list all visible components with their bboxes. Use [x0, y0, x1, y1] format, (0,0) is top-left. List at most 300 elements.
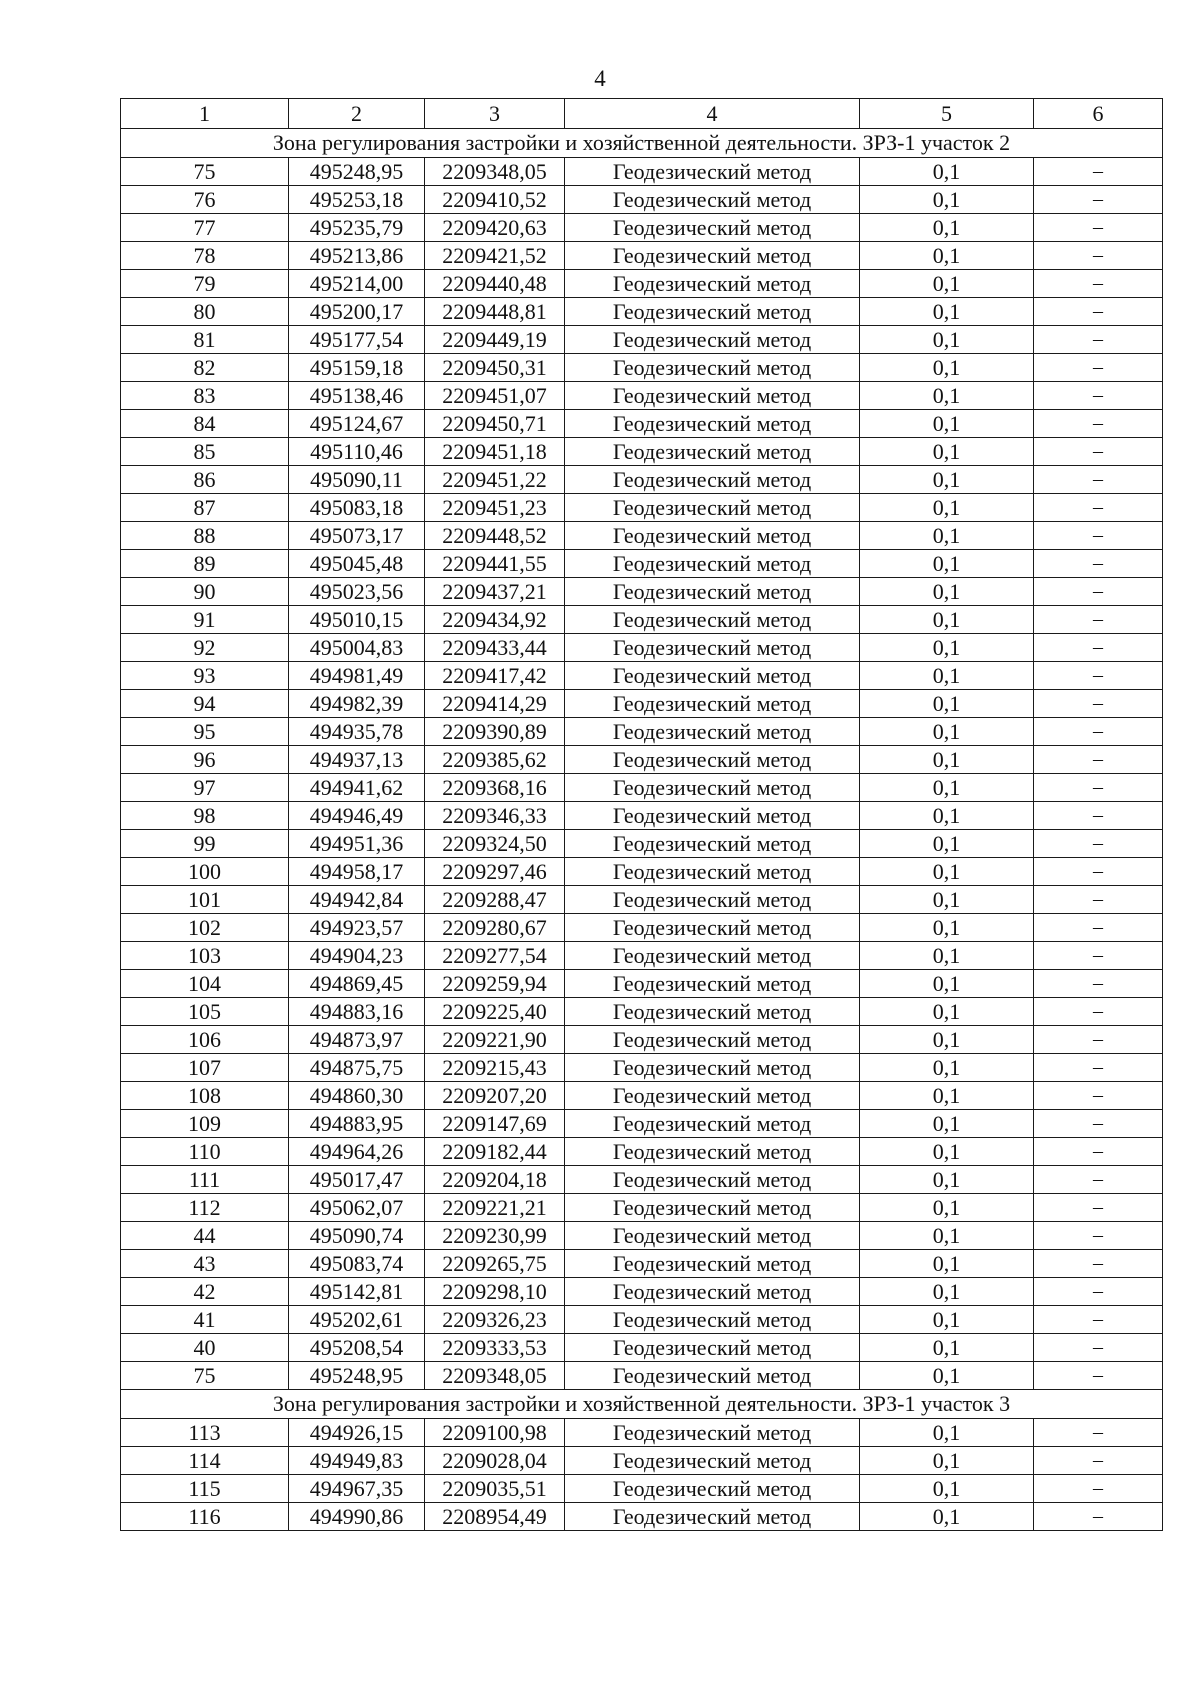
x-coordinate-cell: 494873,97	[289, 1026, 425, 1054]
note-cell: –	[1034, 1419, 1163, 1447]
accuracy-cell: 0,1	[860, 1166, 1034, 1194]
y-coordinate-cell: 2209414,29	[425, 690, 565, 718]
point-number-cell: 75	[121, 1362, 289, 1390]
y-coordinate-cell: 2209346,33	[425, 802, 565, 830]
point-number-cell: 83	[121, 382, 289, 410]
accuracy-cell: 0,1	[860, 1110, 1034, 1138]
x-coordinate-cell: 494860,30	[289, 1082, 425, 1110]
y-coordinate-cell: 2209450,71	[425, 410, 565, 438]
accuracy-cell: 0,1	[860, 186, 1034, 214]
table-row	[121, 1362, 1163, 1390]
note-cell: –	[1034, 1250, 1163, 1278]
method-cell: Геодезический метод	[565, 438, 860, 466]
note-cell: –	[1034, 1447, 1163, 1475]
table-row	[121, 382, 1163, 410]
accuracy-cell: 0,1	[860, 1475, 1034, 1503]
note-cell: –	[1034, 578, 1163, 606]
method-cell: Геодезический метод	[565, 1166, 860, 1194]
method-cell: Геодезический метод	[565, 214, 860, 242]
note-cell: –	[1034, 214, 1163, 242]
note-cell: –	[1034, 998, 1163, 1026]
point-number-cell: 42	[121, 1278, 289, 1306]
section-title: Зона регулирования застройки и хозяйственной деятельности. ЗРЗ-1 участок 2	[121, 129, 1163, 158]
table-row	[121, 1278, 1163, 1306]
x-coordinate-cell: 495023,56	[289, 578, 425, 606]
y-coordinate-cell: 2209280,67	[425, 914, 565, 942]
table-row	[121, 1166, 1163, 1194]
y-coordinate-cell: 2209420,63	[425, 214, 565, 242]
table-row	[121, 914, 1163, 942]
page-number: 4	[594, 66, 606, 91]
y-coordinate-cell: 2209448,52	[425, 522, 565, 550]
table-row	[121, 830, 1163, 858]
accuracy-cell: 0,1	[860, 466, 1034, 494]
point-number-cell: 114	[121, 1447, 289, 1475]
table-row	[121, 1447, 1163, 1475]
y-coordinate-cell: 2209390,89	[425, 718, 565, 746]
note-cell: –	[1034, 326, 1163, 354]
accuracy-cell: 0,1	[860, 1026, 1034, 1054]
table-row	[121, 774, 1163, 802]
y-coordinate-cell: 2209100,98	[425, 1419, 565, 1447]
note-cell: –	[1034, 1166, 1163, 1194]
x-coordinate-cell: 494926,15	[289, 1419, 425, 1447]
method-cell: Геодезический метод	[565, 662, 860, 690]
method-cell: Геодезический метод	[565, 326, 860, 354]
y-coordinate-cell: 2209288,47	[425, 886, 565, 914]
y-coordinate-cell: 2209035,51	[425, 1475, 565, 1503]
accuracy-cell: 0,1	[860, 1250, 1034, 1278]
accuracy-cell: 0,1	[860, 382, 1034, 410]
x-coordinate-cell: 495142,81	[289, 1278, 425, 1306]
y-coordinate-cell: 2209028,04	[425, 1447, 565, 1475]
y-coordinate-cell: 2209368,16	[425, 774, 565, 802]
accuracy-cell: 0,1	[860, 802, 1034, 830]
table-row	[121, 578, 1163, 606]
table-row	[121, 1138, 1163, 1166]
point-number-cell: 91	[121, 606, 289, 634]
table-row	[121, 438, 1163, 466]
method-cell: Геодезический метод	[565, 1138, 860, 1166]
point-number-cell: 107	[121, 1054, 289, 1082]
accuracy-cell: 0,1	[860, 578, 1034, 606]
method-cell: Геодезический метод	[565, 1054, 860, 1082]
point-number-cell: 109	[121, 1110, 289, 1138]
accuracy-cell: 0,1	[860, 970, 1034, 998]
y-coordinate-cell: 2209298,10	[425, 1278, 565, 1306]
table-row	[121, 1475, 1163, 1503]
table-row	[121, 1110, 1163, 1138]
column-number-cell: 4	[565, 99, 860, 129]
x-coordinate-cell: 495235,79	[289, 214, 425, 242]
accuracy-cell: 0,1	[860, 830, 1034, 858]
accuracy-cell: 0,1	[860, 1054, 1034, 1082]
x-coordinate-cell: 495248,95	[289, 158, 425, 186]
table-row	[121, 158, 1163, 186]
method-cell: Геодезический метод	[565, 746, 860, 774]
y-coordinate-cell: 2208954,49	[425, 1503, 565, 1531]
x-coordinate-cell: 495090,11	[289, 466, 425, 494]
point-number-cell: 79	[121, 270, 289, 298]
accuracy-cell: 0,1	[860, 298, 1034, 326]
method-cell: Геодезический метод	[565, 718, 860, 746]
point-number-cell: 90	[121, 578, 289, 606]
note-cell: –	[1034, 298, 1163, 326]
table-row	[121, 410, 1163, 438]
y-coordinate-cell: 2209225,40	[425, 998, 565, 1026]
note-cell: –	[1034, 1026, 1163, 1054]
table-row	[121, 326, 1163, 354]
column-number-cell: 2	[289, 99, 425, 129]
accuracy-cell: 0,1	[860, 550, 1034, 578]
point-number-cell: 88	[121, 522, 289, 550]
note-cell: –	[1034, 1362, 1163, 1390]
accuracy-cell: 0,1	[860, 718, 1034, 746]
x-coordinate-cell: 494923,57	[289, 914, 425, 942]
x-coordinate-cell: 494869,45	[289, 970, 425, 998]
accuracy-cell: 0,1	[860, 1419, 1034, 1447]
note-cell: –	[1034, 1138, 1163, 1166]
point-number-cell: 85	[121, 438, 289, 466]
point-number-cell: 101	[121, 886, 289, 914]
accuracy-cell: 0,1	[860, 746, 1034, 774]
point-number-cell: 41	[121, 1306, 289, 1334]
table-row	[121, 1306, 1163, 1334]
table-row	[121, 1194, 1163, 1222]
point-number-cell: 103	[121, 942, 289, 970]
method-cell: Геодезический метод	[565, 158, 860, 186]
x-coordinate-cell: 495004,83	[289, 634, 425, 662]
y-coordinate-cell: 2209230,99	[425, 1222, 565, 1250]
x-coordinate-cell: 495017,47	[289, 1166, 425, 1194]
note-cell: –	[1034, 830, 1163, 858]
column-number-cell: 1	[121, 99, 289, 129]
section-title-row	[121, 129, 1163, 158]
accuracy-cell: 0,1	[860, 662, 1034, 690]
point-number-cell: 95	[121, 718, 289, 746]
method-cell: Геодезический метод	[565, 270, 860, 298]
point-number-cell: 108	[121, 1082, 289, 1110]
accuracy-cell: 0,1	[860, 1082, 1034, 1110]
table-row	[121, 858, 1163, 886]
x-coordinate-cell: 495214,00	[289, 270, 425, 298]
point-number-cell: 112	[121, 1194, 289, 1222]
column-number-row	[121, 99, 1163, 129]
point-number-cell: 80	[121, 298, 289, 326]
y-coordinate-cell: 2209277,54	[425, 942, 565, 970]
table-row	[121, 1054, 1163, 1082]
x-coordinate-cell: 494951,36	[289, 830, 425, 858]
table-row	[121, 1250, 1163, 1278]
y-coordinate-cell: 2209147,69	[425, 1110, 565, 1138]
method-cell: Геодезический метод	[565, 186, 860, 214]
table-row	[121, 354, 1163, 382]
accuracy-cell: 0,1	[860, 1503, 1034, 1531]
table-row	[121, 1082, 1163, 1110]
note-cell: –	[1034, 606, 1163, 634]
accuracy-cell: 0,1	[860, 438, 1034, 466]
point-number-cell: 78	[121, 242, 289, 270]
point-number-cell: 104	[121, 970, 289, 998]
y-coordinate-cell: 2209449,19	[425, 326, 565, 354]
accuracy-cell: 0,1	[860, 858, 1034, 886]
note-cell: –	[1034, 522, 1163, 550]
note-cell: –	[1034, 270, 1163, 298]
y-coordinate-cell: 2209433,44	[425, 634, 565, 662]
x-coordinate-cell: 494941,62	[289, 774, 425, 802]
accuracy-cell: 0,1	[860, 242, 1034, 270]
y-coordinate-cell: 2209348,05	[425, 158, 565, 186]
table-row	[121, 550, 1163, 578]
note-cell: –	[1034, 1110, 1163, 1138]
coordinates-table	[120, 98, 1163, 1531]
accuracy-cell: 0,1	[860, 606, 1034, 634]
y-coordinate-cell: 2209207,20	[425, 1082, 565, 1110]
point-number-cell: 100	[121, 858, 289, 886]
method-cell: Геодезический метод	[565, 942, 860, 970]
table-row	[121, 1503, 1163, 1531]
note-cell: –	[1034, 690, 1163, 718]
x-coordinate-cell: 494883,95	[289, 1110, 425, 1138]
point-number-cell: 110	[121, 1138, 289, 1166]
method-cell: Геодезический метод	[565, 802, 860, 830]
table-row	[121, 690, 1163, 718]
y-coordinate-cell: 2209421,52	[425, 242, 565, 270]
note-cell: –	[1034, 158, 1163, 186]
table-row	[121, 522, 1163, 550]
method-cell: Геодезический метод	[565, 1082, 860, 1110]
table-row	[121, 942, 1163, 970]
point-number-cell: 98	[121, 802, 289, 830]
y-coordinate-cell: 2209441,55	[425, 550, 565, 578]
note-cell: –	[1034, 1082, 1163, 1110]
note-cell: –	[1034, 1306, 1163, 1334]
table-row	[121, 270, 1163, 298]
accuracy-cell: 0,1	[860, 886, 1034, 914]
x-coordinate-cell: 495208,54	[289, 1334, 425, 1362]
note-cell: –	[1034, 942, 1163, 970]
table-row	[121, 186, 1163, 214]
table-row	[121, 634, 1163, 662]
method-cell: Геодезический метод	[565, 830, 860, 858]
table-row	[121, 746, 1163, 774]
method-cell: Геодезический метод	[565, 1475, 860, 1503]
accuracy-cell: 0,1	[860, 634, 1034, 662]
x-coordinate-cell: 495202,61	[289, 1306, 425, 1334]
accuracy-cell: 0,1	[860, 690, 1034, 718]
note-cell: –	[1034, 970, 1163, 998]
note-cell: –	[1034, 662, 1163, 690]
accuracy-cell: 0,1	[860, 1447, 1034, 1475]
y-coordinate-cell: 2209259,94	[425, 970, 565, 998]
method-cell: Геодезический метод	[565, 1334, 860, 1362]
point-number-cell: 92	[121, 634, 289, 662]
column-number-cell: 3	[425, 99, 565, 129]
method-cell: Геодезический метод	[565, 1110, 860, 1138]
y-coordinate-cell: 2209451,22	[425, 466, 565, 494]
method-cell: Геодезический метод	[565, 690, 860, 718]
y-coordinate-cell: 2209440,48	[425, 270, 565, 298]
section-title-row	[121, 1390, 1163, 1419]
note-cell: –	[1034, 1334, 1163, 1362]
y-coordinate-cell: 2209417,42	[425, 662, 565, 690]
point-number-cell: 77	[121, 214, 289, 242]
x-coordinate-cell: 495177,54	[289, 326, 425, 354]
note-cell: –	[1034, 242, 1163, 270]
point-number-cell: 105	[121, 998, 289, 1026]
note-cell: –	[1034, 802, 1163, 830]
method-cell: Геодезический метод	[565, 1278, 860, 1306]
table-row	[121, 998, 1163, 1026]
point-number-cell: 93	[121, 662, 289, 690]
y-coordinate-cell: 2209348,05	[425, 1362, 565, 1390]
note-cell: –	[1034, 1194, 1163, 1222]
note-cell: –	[1034, 354, 1163, 382]
y-coordinate-cell: 2209326,23	[425, 1306, 565, 1334]
accuracy-cell: 0,1	[860, 214, 1034, 242]
note-cell: –	[1034, 1503, 1163, 1531]
method-cell: Геодезический метод	[565, 998, 860, 1026]
x-coordinate-cell: 494946,49	[289, 802, 425, 830]
note-cell: –	[1034, 1054, 1163, 1082]
method-cell: Геодезический метод	[565, 354, 860, 382]
note-cell: –	[1034, 1222, 1163, 1250]
method-cell: Геодезический метод	[565, 466, 860, 494]
x-coordinate-cell: 495110,46	[289, 438, 425, 466]
table-row	[121, 494, 1163, 522]
note-cell: –	[1034, 550, 1163, 578]
y-coordinate-cell: 2209410,52	[425, 186, 565, 214]
x-coordinate-cell: 494904,23	[289, 942, 425, 970]
note-cell: –	[1034, 886, 1163, 914]
accuracy-cell: 0,1	[860, 1222, 1034, 1250]
x-coordinate-cell: 495159,18	[289, 354, 425, 382]
accuracy-cell: 0,1	[860, 326, 1034, 354]
section-title: Зона регулирования застройки и хозяйственной деятельности. ЗРЗ-1 участок 3	[121, 1390, 1163, 1419]
x-coordinate-cell: 495010,15	[289, 606, 425, 634]
note-cell: –	[1034, 382, 1163, 410]
x-coordinate-cell: 494935,78	[289, 718, 425, 746]
table-row	[121, 242, 1163, 270]
point-number-cell: 115	[121, 1475, 289, 1503]
x-coordinate-cell: 494982,39	[289, 690, 425, 718]
method-cell: Геодезический метод	[565, 1419, 860, 1447]
method-cell: Геодезический метод	[565, 410, 860, 438]
accuracy-cell: 0,1	[860, 1334, 1034, 1362]
accuracy-cell: 0,1	[860, 1138, 1034, 1166]
table-body	[121, 99, 1163, 1531]
table-row	[121, 886, 1163, 914]
table-row	[121, 662, 1163, 690]
accuracy-cell: 0,1	[860, 998, 1034, 1026]
y-coordinate-cell: 2209451,23	[425, 494, 565, 522]
y-coordinate-cell: 2209437,21	[425, 578, 565, 606]
point-number-cell: 76	[121, 186, 289, 214]
method-cell: Геодезический метод	[565, 1026, 860, 1054]
accuracy-cell: 0,1	[860, 270, 1034, 298]
y-coordinate-cell: 2209451,07	[425, 382, 565, 410]
y-coordinate-cell: 2209215,43	[425, 1054, 565, 1082]
note-cell: –	[1034, 186, 1163, 214]
x-coordinate-cell: 495213,86	[289, 242, 425, 270]
method-cell: Геодезический метод	[565, 1306, 860, 1334]
x-coordinate-cell: 495083,18	[289, 494, 425, 522]
table-row	[121, 466, 1163, 494]
x-coordinate-cell: 494990,86	[289, 1503, 425, 1531]
method-cell: Геодезический метод	[565, 858, 860, 886]
point-number-cell: 81	[121, 326, 289, 354]
x-coordinate-cell: 494967,35	[289, 1475, 425, 1503]
point-number-cell: 113	[121, 1419, 289, 1447]
x-coordinate-cell: 494981,49	[289, 662, 425, 690]
method-cell: Геодезический метод	[565, 774, 860, 802]
table-row	[121, 970, 1163, 998]
note-cell: –	[1034, 718, 1163, 746]
accuracy-cell: 0,1	[860, 494, 1034, 522]
y-coordinate-cell: 2209204,18	[425, 1166, 565, 1194]
method-cell: Геодезический метод	[565, 1194, 860, 1222]
note-cell: –	[1034, 494, 1163, 522]
point-number-cell: 102	[121, 914, 289, 942]
method-cell: Геодезический метод	[565, 494, 860, 522]
method-cell: Геодезический метод	[565, 550, 860, 578]
point-number-cell: 75	[121, 158, 289, 186]
accuracy-cell: 0,1	[860, 1306, 1034, 1334]
y-coordinate-cell: 2209451,18	[425, 438, 565, 466]
accuracy-cell: 0,1	[860, 914, 1034, 942]
column-number-cell: 6	[1034, 99, 1163, 129]
y-coordinate-cell: 2209448,81	[425, 298, 565, 326]
accuracy-cell: 0,1	[860, 410, 1034, 438]
accuracy-cell: 0,1	[860, 1362, 1034, 1390]
accuracy-cell: 0,1	[860, 522, 1034, 550]
y-coordinate-cell: 2209182,44	[425, 1138, 565, 1166]
method-cell: Геодезический метод	[565, 1250, 860, 1278]
note-cell: –	[1034, 634, 1163, 662]
table-row	[121, 1222, 1163, 1250]
table-row	[121, 1419, 1163, 1447]
point-number-cell: 43	[121, 1250, 289, 1278]
method-cell: Геодезический метод	[565, 606, 860, 634]
column-number-cell: 5	[860, 99, 1034, 129]
y-coordinate-cell: 2209221,90	[425, 1026, 565, 1054]
method-cell: Геодезический метод	[565, 1447, 860, 1475]
point-number-cell: 82	[121, 354, 289, 382]
point-number-cell: 96	[121, 746, 289, 774]
table-row	[121, 606, 1163, 634]
y-coordinate-cell: 2209265,75	[425, 1250, 565, 1278]
accuracy-cell: 0,1	[860, 354, 1034, 382]
x-coordinate-cell: 494949,83	[289, 1447, 425, 1475]
accuracy-cell: 0,1	[860, 158, 1034, 186]
table-row	[121, 802, 1163, 830]
table-row	[121, 718, 1163, 746]
point-number-cell: 97	[121, 774, 289, 802]
y-coordinate-cell: 2209333,53	[425, 1334, 565, 1362]
x-coordinate-cell: 495248,95	[289, 1362, 425, 1390]
table-row	[121, 1026, 1163, 1054]
method-cell: Геодезический метод	[565, 1503, 860, 1531]
y-coordinate-cell: 2209221,21	[425, 1194, 565, 1222]
note-cell: –	[1034, 1475, 1163, 1503]
note-cell: –	[1034, 774, 1163, 802]
point-number-cell: 111	[121, 1166, 289, 1194]
y-coordinate-cell: 2209434,92	[425, 606, 565, 634]
note-cell: –	[1034, 410, 1163, 438]
point-number-cell: 87	[121, 494, 289, 522]
table-row	[121, 1334, 1163, 1362]
x-coordinate-cell: 494964,26	[289, 1138, 425, 1166]
